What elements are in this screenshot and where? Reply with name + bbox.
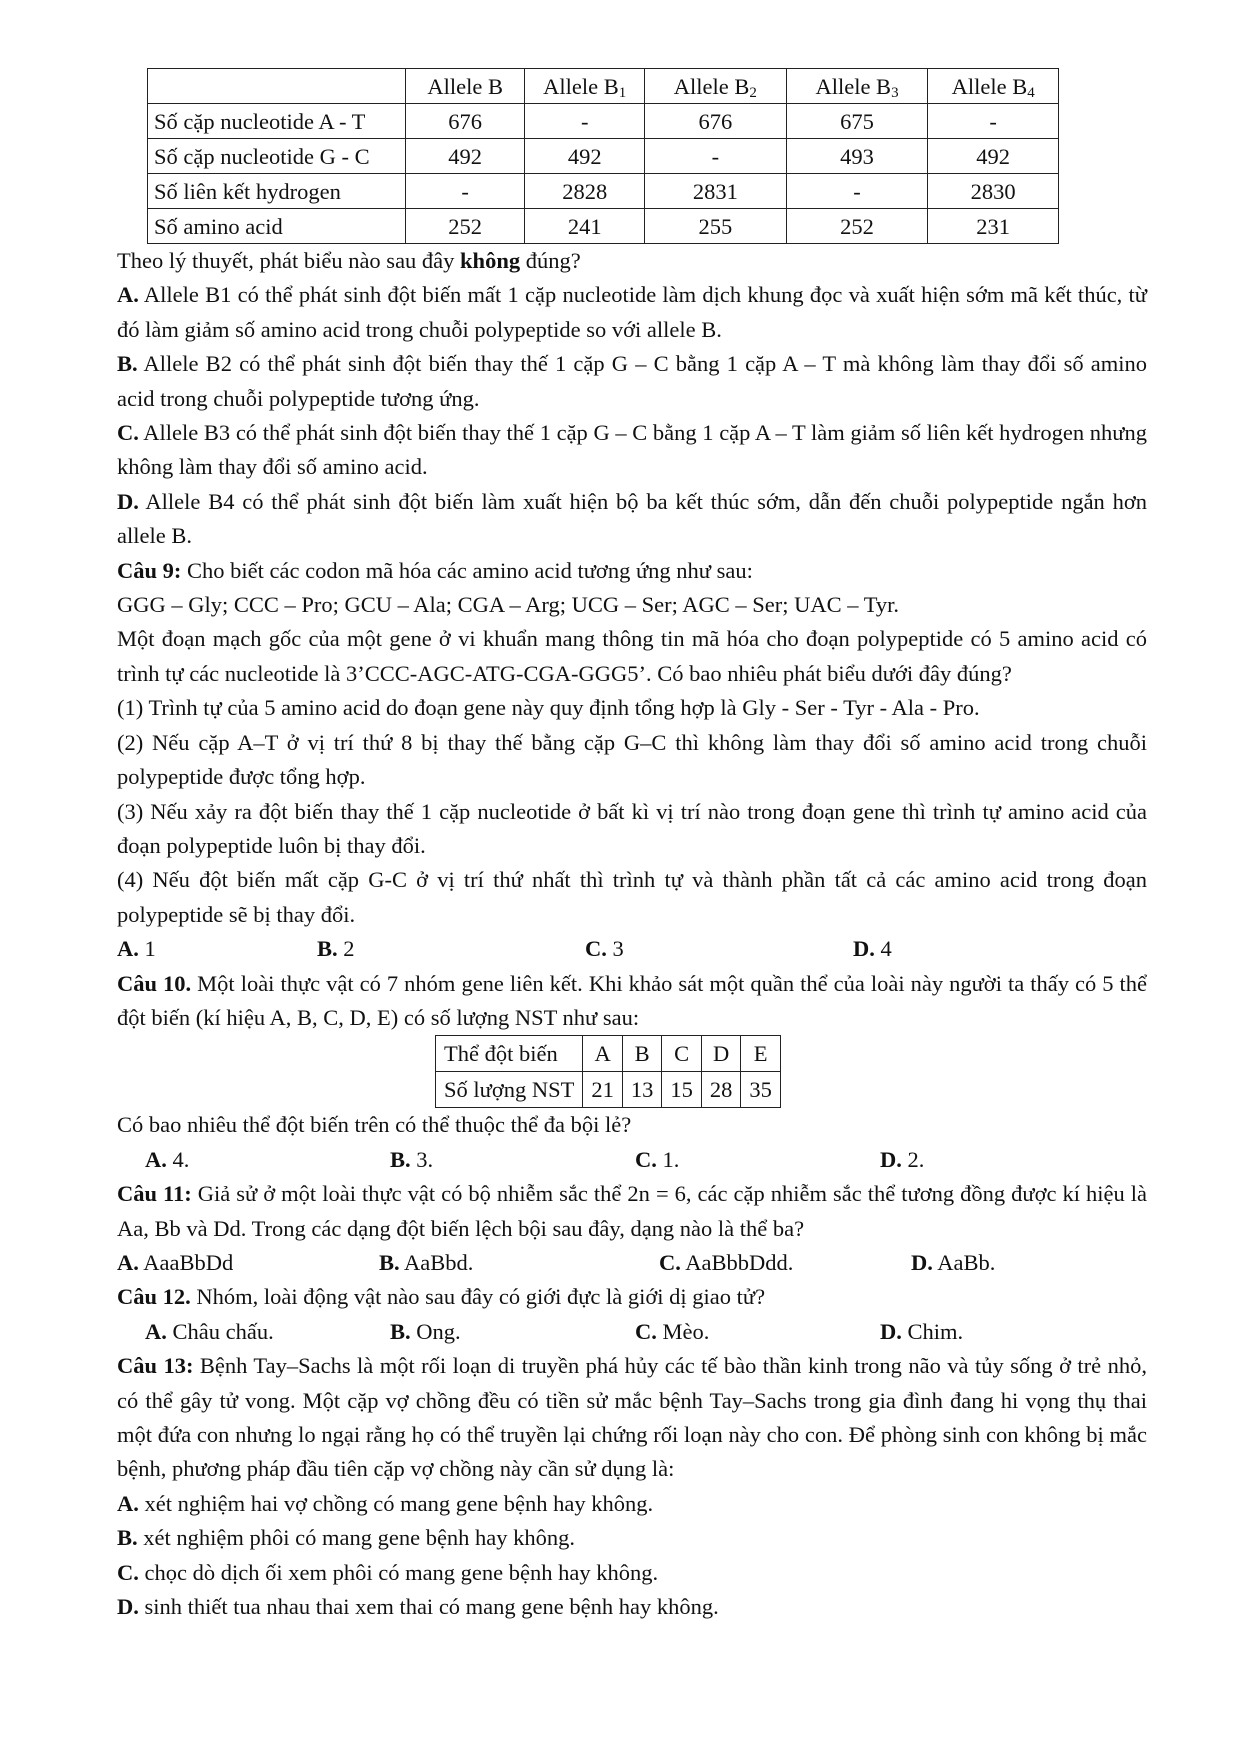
q9-option-a: A. 1 <box>117 936 156 962</box>
table-row <box>436 1036 781 1072</box>
table-row <box>148 174 1059 209</box>
q11-option-b: B. AaBbd. <box>379 1249 474 1275</box>
table-corner-cell <box>148 69 406 104</box>
q9-statement-1: (1) Trình tự của 5 amino acid do đoạn gene này quy định tổng hợp là Gly - Ser - Tyr - Ala - Pro. <box>117 695 980 721</box>
table-cell: 21 <box>583 1072 623 1108</box>
table-row <box>148 209 1059 244</box>
q8-option-c: C. Allele B3 có thể phát sinh đột biến thay thế 1 cặp G – C bằng 1 cặp A – T làm giảm số liên kết hydrogen nhưng không làm thay đổi số amino acid. <box>117 420 1147 480</box>
table-cell: 13 <box>622 1072 662 1108</box>
table-row <box>148 139 1059 174</box>
q9-statement-4: (4) Nếu đột biến mất cặp G-C ở vị trí thứ nhất thì trình tự và thành phần tất cả các amino acid trong đoạn polypeptide sẽ bị thay đổi. <box>117 867 1147 927</box>
table-row-header: Số amino acid <box>148 209 406 244</box>
q8-stem: Theo lý thuyết, phát biểu nào sau đây không đúng? <box>117 248 581 273</box>
q11-option-c: C. AaBbbDdd. <box>659 1249 794 1275</box>
mutant-table <box>435 1035 781 1108</box>
q9-body: Một đoạn mạch gốc của một gene ở vi khuẩn mang thông tin mã hóa cho đoạn polypeptide có 5 amino acid có trình tự các nucleotide là 3’CCC-AGC-ATG-CGA-GGG5’. Có bao nhiêu phát biểu dưới đây đúng? <box>117 626 1147 686</box>
table-cell: 492 <box>525 139 645 174</box>
q10-option-c: C. 1. <box>635 1146 680 1172</box>
q11-option-d: D. AaBb. <box>911 1249 996 1275</box>
table-cell: 2831 <box>645 174 787 209</box>
table-row-header: Số cặp nucleotide G - C <box>148 139 406 174</box>
table-cell: - <box>928 104 1059 139</box>
table-header-cell: Allele $B_3$ <box>786 69 928 104</box>
q12-options <box>117 1315 1147 1349</box>
table-cell: E <box>741 1036 781 1072</box>
q13-option-a: A. xét nghiệm hai vợ chồng có mang gene bệnh hay không. <box>117 1490 654 1516</box>
table-cell: C <box>662 1036 702 1072</box>
q8-option-b: B. Allele B2 có thể phát sinh đột biến thay thế 1 cặp G – C bằng 1 cặp A – T mà không làm thay đổi số amino acid trong chuỗi polypeptide tương ứng. <box>117 351 1147 411</box>
table-cell: 676 <box>645 104 787 139</box>
q13-option-c: C. chọc dò dịch ối xem phôi có mang gene bệnh hay không. <box>117 1559 659 1585</box>
table-cell: 2828 <box>525 174 645 209</box>
q12-option-c: C. Mèo. <box>635 1318 710 1344</box>
table-header-cell: Allele B <box>405 69 525 104</box>
table-header-cell: Allele $B_4$ <box>928 69 1059 104</box>
table-header-cell: Allele $B_1$ <box>525 69 645 104</box>
q10-body: Câu 10. Một loài thực vật có 7 nhóm gene liên kết. Khi khảo sát một quần thể của loài này người ta thấy có 5 thể đột biến (kí hiệu A, B, C, D, E) có số lượng NST như sau: <box>117 970 1147 1030</box>
table-row-header: Số lượng NST <box>436 1072 583 1108</box>
q9-option-c: C. 3 <box>585 936 624 962</box>
q10-options <box>117 1143 1147 1177</box>
table-cell: 241 <box>525 209 645 244</box>
table-cell: B <box>622 1036 662 1072</box>
table-cell: 255 <box>645 209 787 244</box>
q12-option-b: B. Ong. <box>390 1318 461 1344</box>
table-cell: 35 <box>741 1072 781 1108</box>
table-cell: 252 <box>786 209 928 244</box>
table-cell: A <box>583 1036 623 1072</box>
q11-option-a: A. AaaBbDd <box>117 1249 234 1275</box>
table-cell: 493 <box>786 139 928 174</box>
table-cell: - <box>525 104 645 139</box>
table-row-header: Số cặp nucleotide A - T <box>148 104 406 139</box>
table-cell: 675 <box>786 104 928 139</box>
q9-intro: Câu 9: Cho biết các codon mã hóa các amino acid tương ứng như sau: <box>117 557 753 583</box>
q11-options <box>117 1246 1147 1280</box>
table-cell: 231 <box>928 209 1059 244</box>
q9-options <box>117 932 1147 966</box>
q13-option-b: B. xét nghiệm phôi có mang gene bệnh hay không. <box>117 1525 576 1551</box>
table-row-header: Thể đột biến <box>436 1036 583 1072</box>
table-cell: 252 <box>405 209 525 244</box>
q10-option-b: B. 3. <box>390 1146 434 1172</box>
allele-table <box>147 68 1059 244</box>
q8-option-d: D. Allele B4 có thể phát sinh đột biến làm xuất hiện bộ ba kết thúc sớm, dẫn đến chuỗi polypeptide ngắn hơn allele B. <box>117 488 1147 549</box>
q9-option-d: D. 4 <box>853 936 892 962</box>
q12-option-d: D. Chim. <box>880 1318 964 1344</box>
q8-option-a: A. Allele B1 có thể phát sinh đột biến mất 1 cặp nucleotide làm dịch khung đọc và xuất hiện sớm mã kết thúc, từ đó làm giảm số amino acid trong chuỗi polypeptide so với allele B. <box>117 282 1147 342</box>
table-cell: 492 <box>405 139 525 174</box>
q9-statement-2: (2) Nếu cặp A–T ở vị trí thứ 8 bị thay thế bằng cặp G–C thì không làm thay đổi số amino acid trong chuỗi polypeptide được tổng hợp. <box>117 729 1147 790</box>
table-row <box>436 1072 781 1108</box>
table-row-header: Số liên kết hydrogen <box>148 174 406 209</box>
table-cell: D <box>701 1036 741 1072</box>
q13-option-d: D. sinh thiết tua nhau thai xem thai có mang gene bệnh hay không. <box>117 1593 719 1619</box>
q10-option-d: D. 2. <box>880 1146 925 1172</box>
table-cell: 676 <box>405 104 525 139</box>
table-cell: 492 <box>928 139 1059 174</box>
q9-option-b: B. 2 <box>317 936 355 962</box>
table-cell: - <box>645 139 787 174</box>
exam-page <box>117 68 1147 1624</box>
table-cell: 2830 <box>928 174 1059 209</box>
q9-codons: GGG – Gly; CCC – Pro; GCU – Ala; CGA – Arg; UCG – Ser; AGC – Ser; UAC – Tyr. <box>117 592 900 618</box>
q10-question: Có bao nhiêu thể đột biến trên có thể thuộc thể đa bội lẻ? <box>117 1112 632 1138</box>
table-row <box>148 104 1059 139</box>
q12-option-a: A. Châu chấu. <box>145 1318 274 1344</box>
q10-option-a: A. 4. <box>145 1146 190 1172</box>
table-header-row <box>148 69 1059 104</box>
q11-body: Câu 11: Giả sử ở một loài thực vật có bộ nhiễm sắc thể 2n = 6, các cặp nhiễm sắc thể tương đồng được kí hiệu là Aa, Bb và Dd. Trong các dạng đột biến lệch bội sau đây, dạng nào là thể ba? <box>117 1181 1147 1241</box>
q9-statement-3: (3) Nếu xảy ra đột biến thay thế 1 cặp nucleotide ở bất kì vị trí nào trong đoạn gene thì trình tự amino acid của đoạn polypeptide luôn bị thay đổi. <box>117 798 1147 858</box>
q13-body: Câu 13: Bệnh Tay–Sachs là một rối loạn di truyền phá hủy các tế bào thần kinh trong não và tủy sống ở trẻ nhỏ, có thể gây tử vong. Một cặp vợ chồng đều có tiền sử mắc bệnh Tay–Sachs trong gia đình đang hi vọng thụ thai một đứa con nhưng lo ngại rằng họ có thể truyền lại chứng rối loạn này cho con. Để phòng sinh con không bị mắc bệnh, phương pháp đầu tiên cặp vợ chồng này cần sử dụng là: <box>117 1353 1147 1482</box>
table-cell: - <box>786 174 928 209</box>
table-header-cell: Allele $B_2$ <box>645 69 787 104</box>
table-cell: - <box>405 174 525 209</box>
q12-body: Câu 12. Nhóm, loài động vật nào sau đây có giới đực là giới dị giao tử? <box>117 1284 766 1310</box>
table-cell: 15 <box>662 1072 702 1108</box>
table-cell: 28 <box>701 1072 741 1108</box>
